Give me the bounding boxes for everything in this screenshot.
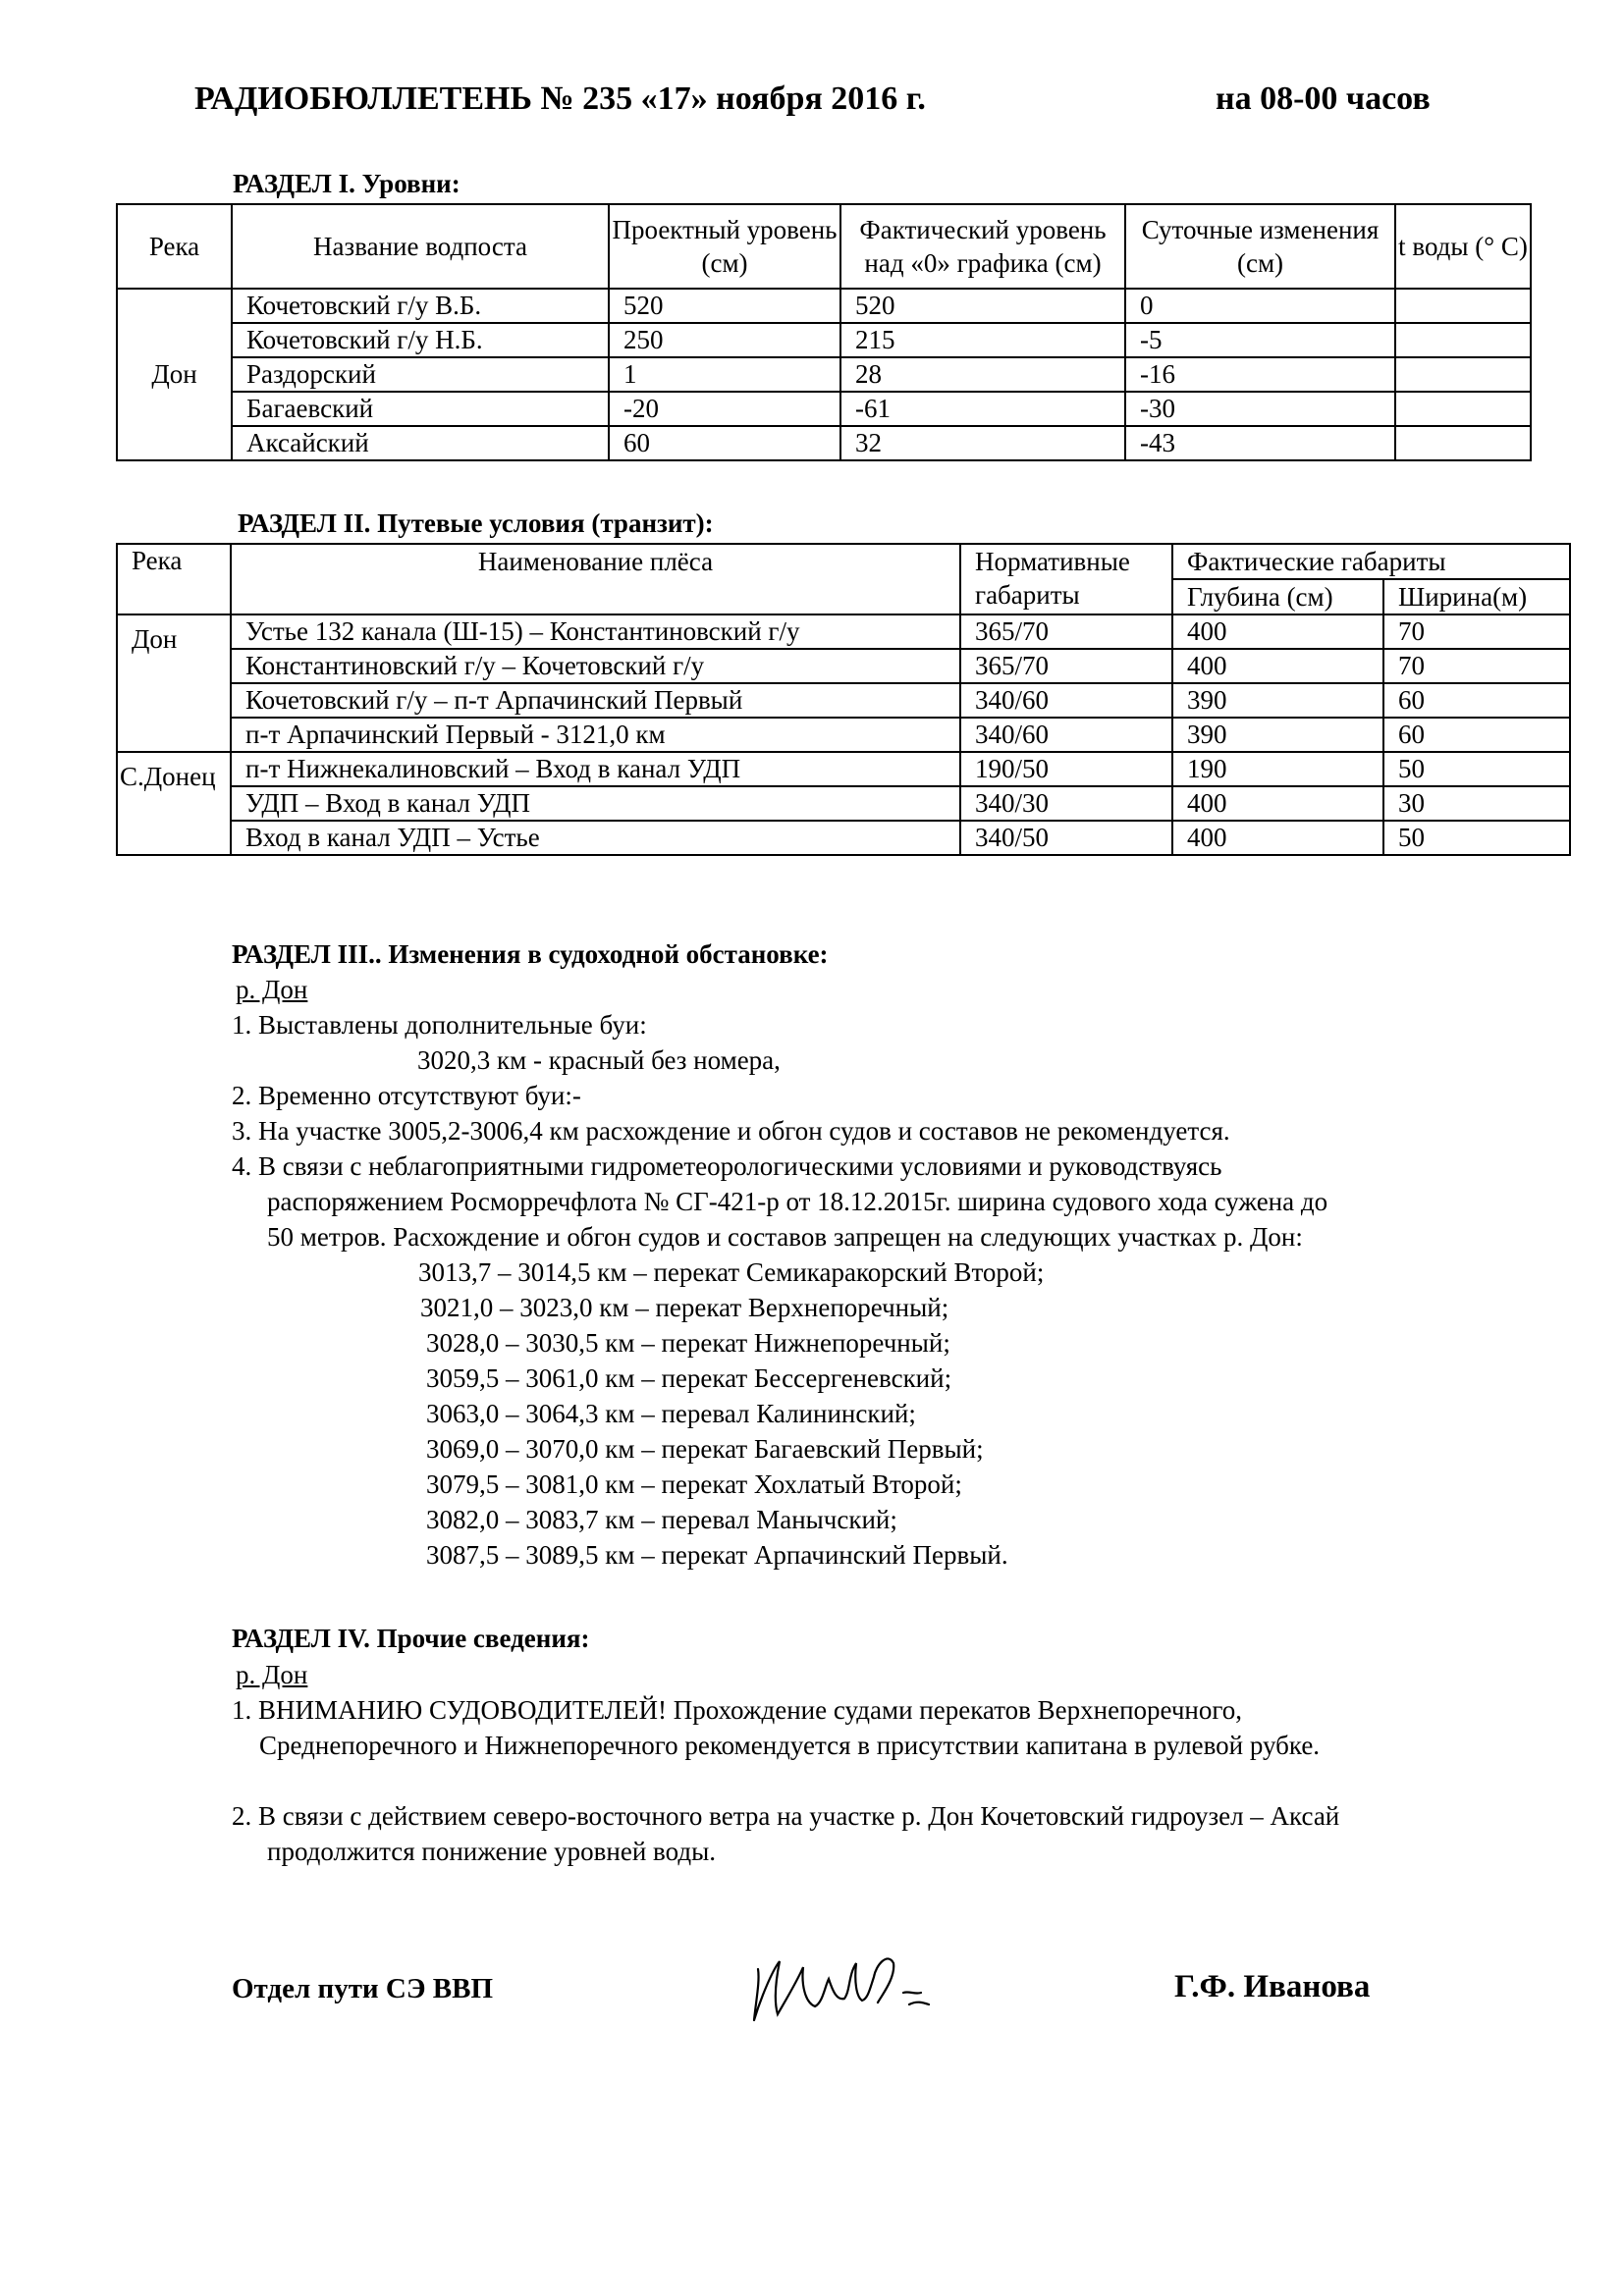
depth-cell: 400 xyxy=(1172,821,1383,855)
depth-cell: 400 xyxy=(1172,614,1383,649)
norm-cell: 340/50 xyxy=(960,821,1172,855)
bulletin-title xyxy=(194,80,1500,118)
depth-cell: 400 xyxy=(1172,649,1383,683)
s4-line-3: 2. В связи с действием северо-восточного ветра на участке р. Дон Кочетовский гидроузел – Аксай xyxy=(232,1801,1340,1831)
norm-cell: 365/70 xyxy=(960,614,1172,649)
restricted-segment: 3069,0 – 3070,0 км – перекат Багаевский Первый; xyxy=(426,1434,984,1464)
s3-item-4: 4. В связи с неблагоприятными гидрометеорологическими условиями и руководствуясь xyxy=(232,1151,1222,1181)
depth-cell: 400 xyxy=(1172,786,1383,821)
s3-item-4-cont2: 50 метров. Расхождение и обгон судов и составов запрещен на следующих участках р. Дон: xyxy=(267,1222,1303,1252)
daily-cell: -30 xyxy=(1125,392,1395,426)
reach-cell: Константиновский г/у – Кочетовский г/у xyxy=(231,649,960,683)
col-design-level: Проектный уровень (см) xyxy=(609,204,840,289)
design-cell: -20 xyxy=(609,392,840,426)
post-cell: Кочетовский г/у В.Б. xyxy=(232,289,609,323)
design-cell: 1 xyxy=(609,357,840,392)
width-cell: 70 xyxy=(1383,614,1570,649)
norm-cell: 190/50 xyxy=(960,752,1172,786)
river-cell: С.Донец xyxy=(117,752,231,855)
table-row xyxy=(117,614,1570,649)
col-reach-name: Наименование плёса xyxy=(231,544,960,614)
width-cell: 30 xyxy=(1383,786,1570,821)
department-name: Отдел пути СЭ ВВП xyxy=(232,1973,493,2004)
restricted-segment: 3087,5 – 3089,5 км – перекат Арпачинский Первый. xyxy=(426,1540,1008,1570)
actual-cell: 28 xyxy=(840,357,1125,392)
restricted-segment: 3079,5 – 3081,0 км – перекат Хохлатый Второй; xyxy=(426,1469,962,1499)
signer-name: Г.Ф. Иванова xyxy=(1174,1969,1371,2004)
width-cell: 70 xyxy=(1383,649,1570,683)
design-cell: 520 xyxy=(609,289,840,323)
reach-cell: п-т Нижнекалиновский – Вход в канал УДП xyxy=(231,752,960,786)
signature-image xyxy=(746,1942,972,2030)
width-cell: 60 xyxy=(1383,718,1570,752)
restricted-segment: 3028,0 – 3030,5 км – перекат Нижнепоречный; xyxy=(426,1328,950,1358)
daily-cell: -5 xyxy=(1125,323,1395,357)
temp-cell xyxy=(1395,323,1531,357)
col-actual-level: Фактический уровень над «0» графика (см) xyxy=(840,204,1125,289)
restricted-segment: 3021,0 – 3023,0 км – перекат Верхнепоречный; xyxy=(420,1293,949,1322)
section3-river: р. Дон xyxy=(236,975,308,1004)
table-row xyxy=(117,752,1570,786)
col-width: Ширина(м) xyxy=(1383,579,1570,614)
col-post-name: Название водпоста xyxy=(232,204,609,289)
reach-cell: Вход в канал УДП – Устье xyxy=(231,821,960,855)
s3-item-4-cont1: распоряжением Росморречфлота № СГ-421-р от 18.12.2015г. ширина судового хода сужена до xyxy=(267,1187,1328,1216)
river-cell: Дон xyxy=(117,614,231,752)
river-cell: Дон xyxy=(117,289,232,460)
s4-line-1: 1. ВНИМАНИЮ СУДОВОДИТЕЛЕЙ! Прохождение судами перекатов Верхнепоречного, xyxy=(232,1695,1243,1725)
s4-line-2: Среднепоречного и Нижнепоречного рекомендуется в присутствии капитана в рулевой рубке. xyxy=(259,1731,1321,1760)
section1-heading: РАЗДЕЛ I. Уровни: xyxy=(233,169,460,198)
temp-cell xyxy=(1395,289,1531,323)
transit-table xyxy=(116,543,1571,856)
temp-cell xyxy=(1395,426,1531,460)
col-daily-change: Суточные изменения (см) xyxy=(1125,204,1395,289)
table-row xyxy=(117,289,1531,323)
norm-cell: 365/70 xyxy=(960,649,1172,683)
col-river: Река xyxy=(117,204,232,289)
norm-cell: 340/60 xyxy=(960,718,1172,752)
restricted-segment: 3063,0 – 3064,3 км – перевал Калининский; xyxy=(426,1399,916,1428)
daily-cell: 0 xyxy=(1125,289,1395,323)
section4-heading: РАЗДЕЛ IV. Прочие сведения: xyxy=(232,1624,590,1653)
daily-cell: -43 xyxy=(1125,426,1395,460)
table-row xyxy=(117,683,1570,718)
width-cell: 60 xyxy=(1383,683,1570,718)
width-cell: 50 xyxy=(1383,752,1570,786)
norm-cell: 340/30 xyxy=(960,786,1172,821)
temp-cell xyxy=(1395,392,1531,426)
section3-heading: РАЗДЕЛ III.. Изменения в судоходной обстановке: xyxy=(232,939,829,969)
restricted-segment: 3082,0 – 3083,7 км – перевал Манычский; xyxy=(426,1505,897,1534)
post-cell: Аксайский xyxy=(232,426,609,460)
reach-cell: УДП – Вход в канал УДП xyxy=(231,786,960,821)
actual-cell: 32 xyxy=(840,426,1125,460)
reach-cell: Устье 132 канала (Ш-15) – Константиновский г/у xyxy=(231,614,960,649)
col-norm-dimensions: Нормативные габариты xyxy=(960,544,1172,614)
daily-cell: -16 xyxy=(1125,357,1395,392)
s3-item-2: 2. Временно отсутствуют буи:- xyxy=(232,1081,581,1110)
col-water-temp: t воды (° C) xyxy=(1395,204,1531,289)
actual-cell: 520 xyxy=(840,289,1125,323)
post-cell: Кочетовский г/у Н.Б. xyxy=(232,323,609,357)
table-row xyxy=(117,786,1570,821)
actual-cell: 215 xyxy=(840,323,1125,357)
table-row xyxy=(117,821,1570,855)
bulletin-title-text: РАДИОБЮЛЛЕТЕНЬ № 235 «17» ноября 2016 г. xyxy=(194,80,926,117)
reach-cell: Кочетовский г/у – п-т Арпачинский Первый xyxy=(231,683,960,718)
width-cell: 50 xyxy=(1383,821,1570,855)
post-cell: Багаевский xyxy=(232,392,609,426)
table-row xyxy=(117,649,1570,683)
col-depth: Глубина (см) xyxy=(1172,579,1383,614)
s3-item-1-buoy: 3020,3 км - красный без номера, xyxy=(417,1045,781,1075)
section4-river: р. Дон xyxy=(236,1660,308,1689)
temp-cell xyxy=(1395,357,1531,392)
depth-cell: 190 xyxy=(1172,752,1383,786)
table-row xyxy=(117,323,1531,357)
s3-item-1: 1. Выставлены дополнительные буи: xyxy=(232,1010,647,1040)
bulletin-time: на 08-00 часов xyxy=(1216,80,1431,117)
restricted-segment: 3059,5 – 3061,0 км – перекат Бессергеневский; xyxy=(426,1363,952,1393)
levels-header-row xyxy=(117,204,1531,289)
col-fact-dimensions: Фактические габариты xyxy=(1172,544,1570,579)
section2-heading: РАЗДЕЛ II. Путевые условия (транзит): xyxy=(238,508,714,538)
table-row xyxy=(117,392,1531,426)
design-cell: 250 xyxy=(609,323,840,357)
s4-line-4: продолжится понижение уровней воды. xyxy=(267,1837,716,1866)
col-river: Река xyxy=(117,544,231,614)
transit-header-row xyxy=(117,544,1570,579)
s3-item-3: 3. На участке 3005,2-3006,4 км расхождение и обгон судов и составов не рекомендуется. xyxy=(232,1116,1230,1146)
actual-cell: -61 xyxy=(840,392,1125,426)
reach-cell: п-т Арпачинский Первый - 3121,0 км xyxy=(231,718,960,752)
norm-cell: 340/60 xyxy=(960,683,1172,718)
table-row xyxy=(117,357,1531,392)
restricted-segment: 3013,7 – 3014,5 км – перекат Семикаракорский Второй; xyxy=(418,1257,1045,1287)
post-cell: Раздорский xyxy=(232,357,609,392)
depth-cell: 390 xyxy=(1172,683,1383,718)
table-row xyxy=(117,426,1531,460)
design-cell: 60 xyxy=(609,426,840,460)
table-row xyxy=(117,718,1570,752)
depth-cell: 390 xyxy=(1172,718,1383,752)
levels-table xyxy=(116,203,1532,461)
